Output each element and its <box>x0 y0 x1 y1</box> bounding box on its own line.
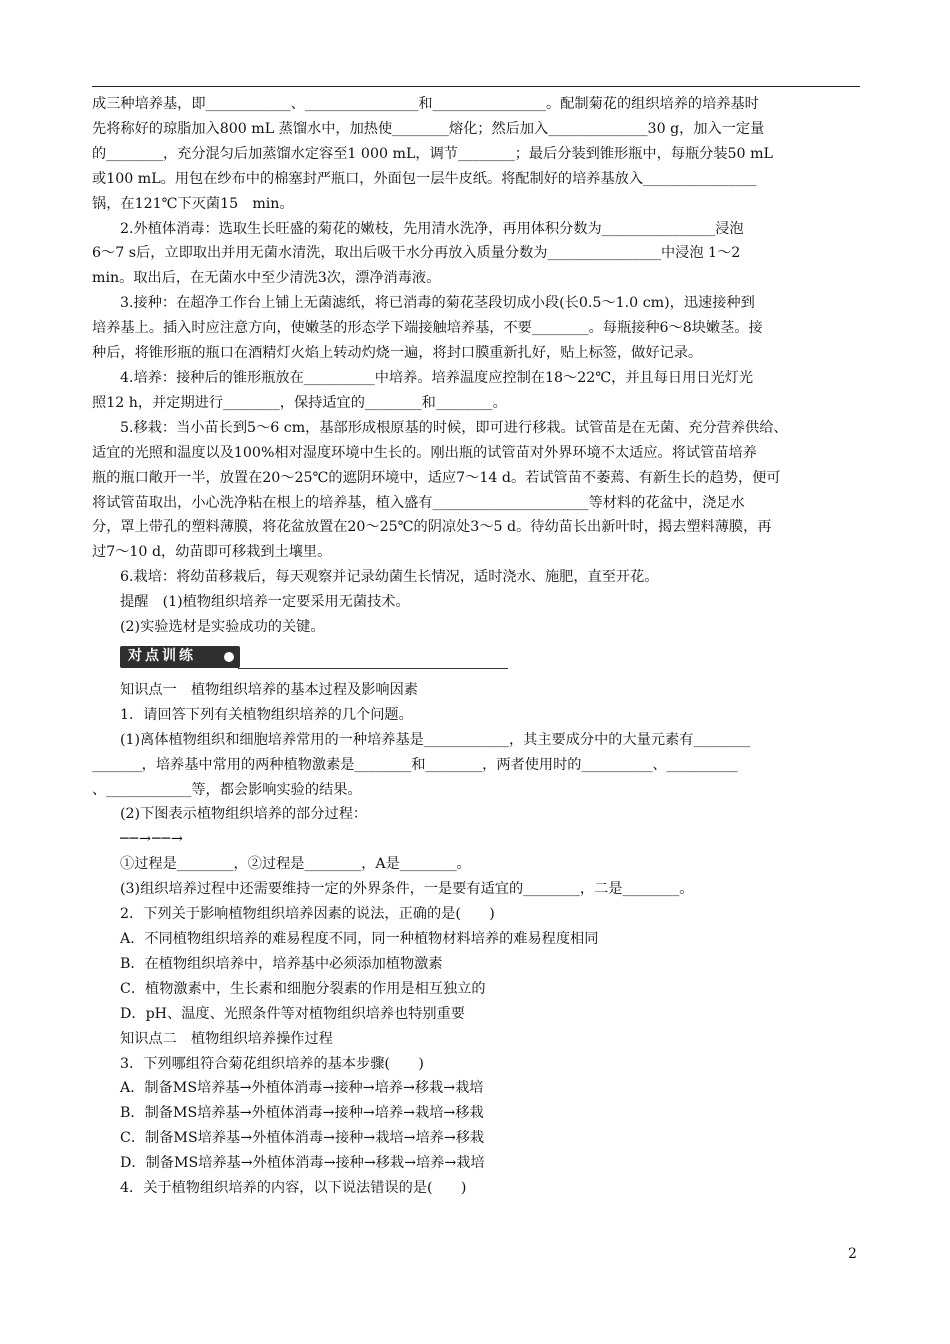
section-banner <box>92 640 862 678</box>
text-line: 或100 mL。用包在纱布中的棉塞封严瓶口，外面包一层牛皮纸。将配制好的培养基放入________________ <box>92 170 757 187</box>
question-line: ①过程是________，②过程是________，A是________。 <box>120 856 471 873</box>
text-line: 瓶的瓶口敞开一半，放置在20～25℃的遮阴环境中，适应7～14 d。若试管苗不萎蔫、有新生长的趋势，便可 <box>92 469 781 486</box>
text-line: 种后，将锥形瓶的瓶口在酒精灯火焰上转动灼烧一遍，将封口膜重新扎好，贴上标签，做好记录。 <box>92 345 703 362</box>
banner-box <box>120 646 240 668</box>
option-d: D．制备MS培养基→外植体消毒→接种→移栽→培养→栽培 <box>120 1155 485 1172</box>
text-line: 成三种培养基，即____________、________________和________________。配制菊花的组织培养的培养基时 <box>92 96 759 112</box>
question-line: _______，培养基中常用的两种植物激素是________和________，两者使用时的__________、__________ <box>92 756 738 773</box>
header-rule <box>92 86 860 87</box>
text-line: 6～7 s后，立即取出并用无菌水清洗，取出后吸干水分再放入质量分数为________________中浸泡 1～2 <box>92 245 741 262</box>
option-b: B．在植物组织培养中，培养基中必须添加植物激素 <box>120 955 443 972</box>
question-line: (1)离体植物组织和细胞培养常用的一种培养基是____________，其主要成分中的大量元素有________ <box>120 731 751 748</box>
text-line: 5.移栽：当小苗长到5～6 cm，基部形成根原基的时候，即可进行移栽。试管苗是在无菌、充分营养供给、 <box>120 419 788 436</box>
text-line: 适宜的光照和温度以及100%相对湿度环境中生长的。刚出瓶的试管苗对外界环境不太适应。将试管苗培养 <box>92 444 757 461</box>
page-number: 2 <box>848 1246 857 1262</box>
text-line: 照12 h，并定期进行________，保持适宜的________和________。 <box>92 394 507 411</box>
question-stem: 1．请回答下列有关植物组织培养的几个问题。 <box>120 706 413 723</box>
text-line: 的________，充分混匀后加蒸馏水定容至1 000 mL，调节________；最后分装到锥形瓶中，每瓶分装50 mL <box>92 145 773 162</box>
option-a: A．不同植物组织培养的难易程度不同，同一种植物材料培养的难易程度相同 <box>120 931 599 947</box>
text-line: 2.外植体消毒：选取生长旺盛的菊花的嫩枝，先用清水洗净，再用体积分数为________________浸泡 <box>120 220 744 237</box>
option-b: B．制备MS培养基→外植体消毒→接种→培养→栽培→移栽 <box>120 1105 484 1122</box>
text-line: 过7～10 d，幼苗即可移栽到土壤里。 <box>92 544 332 561</box>
knowledge-point-heading: 知识点二 植物组织培养操作过程 <box>120 1030 333 1047</box>
question-stem: 3．下列哪组符合菊花组织培养的基本步骤( ) <box>120 1055 424 1072</box>
option-c: C．植物激素中，生长素和细胞分裂素的作用是相互独立的 <box>120 980 486 997</box>
question-line: (3)组织培养过程中还需要维持一定的外界条件，一是要有适宜的________，二是________。 <box>120 881 694 898</box>
question-line: (2)下图表示植物组织培养的部分过程： <box>120 806 368 823</box>
text-line: 6.栽培：将幼苗移栽后，每天观察并记录幼菌生长情况，适时浇水、施肥，直至开花。 <box>120 569 659 586</box>
text-line: 锅，在121℃下灭菌15 min。 <box>92 195 294 212</box>
text-line: 3.接种：在超净工作台上铺上无菌滤纸，将已消毒的菊花茎段切成小段(长0.5～1.0 cm)，迅速接种到 <box>120 295 755 312</box>
option-a: A．制备MS培养基→外植体消毒→接种→培养→移栽→栽培 <box>120 1080 484 1097</box>
text-line: 4.培养：接种后的锥形瓶放在__________中培养。培养温度应控制在18～22℃，并且每日用日光灯光 <box>120 369 754 386</box>
knowledge-point-heading: 知识点一 植物组织培养的基本过程及影响因素 <box>120 681 418 698</box>
question-line: 、____________等，都会影响实验的结果。 <box>92 781 362 798</box>
reminder-line: 提醒 (1)植物组织培养一定要采用无菌技术。 <box>120 594 410 611</box>
question-stem: 4．关于植物组织培养的内容，以下说法错误的是( ) <box>120 1180 467 1197</box>
process-arrows: ──→──→ <box>120 831 184 848</box>
question-stem: 2．下列关于影响植物组织培养因素的说法，正确的是( ) <box>120 906 495 923</box>
banner-underline <box>238 668 508 669</box>
reminder-line: (2)实验选材是实验成功的关键。 <box>120 619 325 636</box>
option-c: C．制备MS培养基→外植体消毒→接种→栽培→培养→移栽 <box>120 1130 485 1147</box>
text-line: 将试管苗取出，小心洗净粘在根上的培养基，植入盛有______________________等材料的花盆中，浇足水 <box>92 494 745 511</box>
option-d: D．pH、温度、光照条件等对植物组织培养也特别重要 <box>120 1005 465 1022</box>
text-line: 先将称好的琼脂加入800 mL 蒸馏水中，加热使________熔化；然后加入______________30 g，加入一定量 <box>92 120 765 137</box>
text-line: min。取出后，在无菌水中至少清洗3次，漂净消毒液。 <box>92 270 441 287</box>
banner-title: 对点训练 <box>128 648 196 665</box>
bullet-dot-icon <box>224 652 234 662</box>
text-line: 培养基上。插入时应注意方向，使嫩茎的形态学下端接触培养基，不要________。每瓶接种6～8块嫩茎。接 <box>92 320 763 337</box>
text-line: 分，罩上带孔的塑料薄膜，将花盆放置在20～25℃的阴凉处3～5 d。待幼苗长出新叶时，揭去塑料薄膜，再 <box>92 519 772 536</box>
document-body <box>92 92 862 1201</box>
